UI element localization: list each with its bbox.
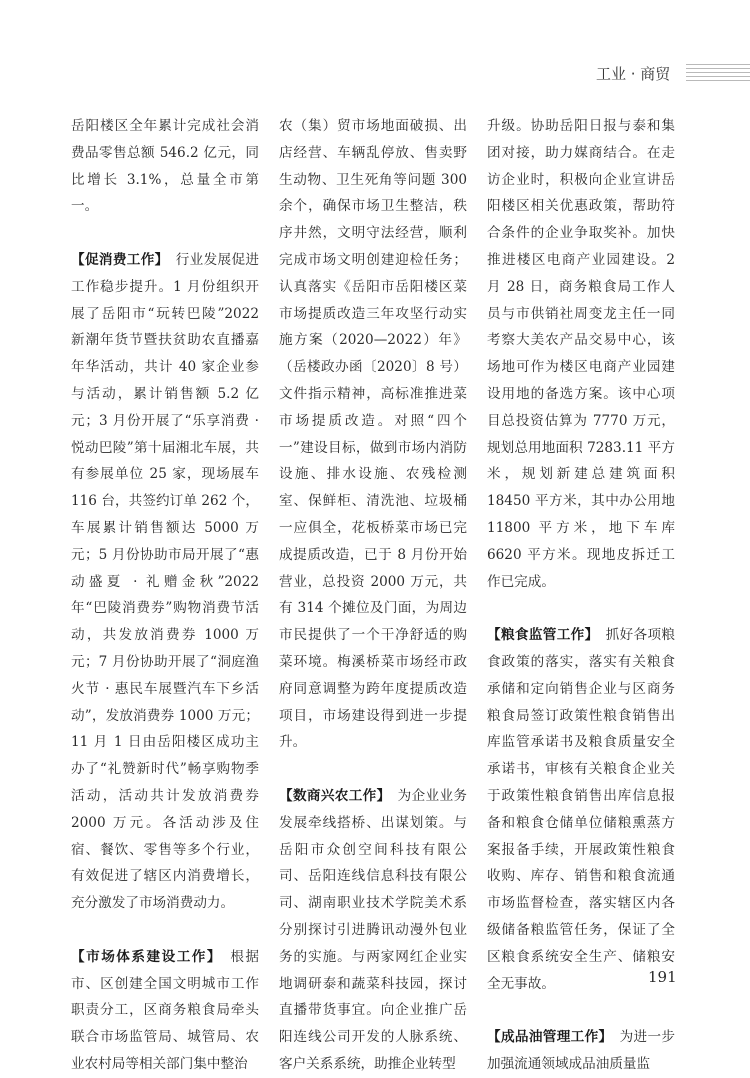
paragraph — [71, 113, 259, 220]
paragraph-text: 行业发展促进工作稳步提升。1 月份组织开展了岳阳市“玩转巴陵”2022 新潮年货节暨扶贫助农直播嘉年华活动，共计 40 家企业参与活动，累计销售额 5.2 亿元；3 月份开展了“乐享消费 · 悦动巴陵”第十届湘北车展，共有参展单位 25 家，现场展车 116 台，共签约订单 262 个，车展累计销售额达 5000 万元；5 月份协助市局开展了“惠动盛夏 · 礼赠金秋”2022 年“巴陵消费券”购物消费节活动，共发放消费券 1000 万元；7 月份协助开展了“洞庭渔火节 · 惠民车展暨汽车下乡活动”，发放消费券 1000 万元；11 月 1 日由岳阳楼区成功主办了“礼赞新时代”畅享购物季活动，活动共计发放消费券 2000 万元。各活动涉及住宿、餐饮、零售等多个行业，有效促进了辖区内消费增长，充分激发了市场消费动力。 — [71, 251, 260, 912]
section-title: 【市场体系建设工作】 — [71, 948, 216, 965]
paragraph — [279, 113, 467, 756]
paragraph-text: 农（集）贸市场地面破损、出店经营、车辆乱停放、售卖野生动物、卫生死角等问题 300 余个，确保市场卫生整洁，秩序井然，文明守法经营，顺利完成市场文明创建迎检任务；认真落实《岳阳市岳阳楼区菜市场提质改造三年攻坚行动实施方案（2020—2022）年》（岳楼政办函〔2020〕8 号）文件指示精神，高标准推进菜市场提质改造。对照“四个一”建设目标，做到市场内消防设施、排水设施、农残检测室、保鲜柜、清洗池、垃圾桶一应俱全，花板桥菜市场已完成提质改造，已于 8 月份开始营业，总投资 2000 万元，共有 314 个摊位及门面，为周边市民提供了一个干净舒适的购菜环境。梅溪桥菜市场经市政府同意调整为跨年度提质改造项目，市场建设得到进一步提升。 — [279, 118, 467, 751]
text-column-2 — [279, 113, 467, 1078]
section-title: 【粮食监管工作】 — [487, 627, 592, 644]
paragraph — [279, 783, 467, 1078]
paragraph-text: 升级。协助岳阳日报与泰和集团对接，助力媒商结合。在走访企业时，积极向企业宣讲岳阳楼区相关优惠政策，帮助符合条件的企业争取奖补。加快推进楼区电商产业园建设。2 月 28 日，商务粮食局工作人员与市供销社周变龙主任一同考察大美农产品交易中心，该场地可作为楼区电商产业园建设用地的备选方案。该中心项目总投资估算为 7770 万元，规划总用地面积 7283.11 平方米，规划新建总建筑面积 18450 平方米，其中办公用地 11800 平方米，地下车库 6620 平方米。现地皮拆迁工作已完成。 — [487, 118, 675, 590]
text-column-1 — [71, 113, 259, 1078]
section-title: 【促消费工作】 — [71, 251, 162, 268]
text-column-3 — [487, 113, 675, 1078]
paragraph — [71, 247, 259, 917]
section-header: 工业 · 商贸 — [596, 65, 671, 83]
paragraph — [487, 622, 675, 997]
paragraph-text: 为企业业务发展牵线搭桥、出谋划策。与岳阳市众创空间科技有限公司、岳阳连线信息科技有限公司、湖南职业技术学院美术系分别探讨引进腾讯动漫外包业务的实施。与两家网红企业实地调研泰和蔬菜科技园，探讨直播带货事宜。向企业推广岳阳连线公司开发的人脉系统、客户关系系统，助推企业转型 — [279, 787, 468, 1072]
paragraph — [71, 944, 259, 1078]
paragraph — [487, 1024, 675, 1078]
section-title: 【成品油管理工作】 — [487, 1029, 606, 1046]
paragraph-text: 抓好各项粮食政策的落实，落实有关粮食承储和定向销售企业与区商务粮食局签订政策性粮食销售出库监管承诺书及粮食质量安全承诺书，审核有关粮食企业关于政策性粮食销售出库信息报备和粮食仓储单位储粮熏蒸方案报备手续，开展政策性粮食收购、库存、销售和粮食流通市场监督检查，落实辖区内各级储备粮监管任务，保证了全区粮食系统安全生产、储粮安全无事故。 — [487, 627, 676, 992]
paragraph-text: 根据市、区创建全国文明城市工作职责分工，区商务粮食局牵头联合市场监管局、城管局、农业农村局等相关部门集中整治 — [71, 948, 260, 1072]
paragraph — [487, 113, 675, 595]
paragraph-text: 岳阳楼区全年累计完成社会消费品零售总额 546.2 亿元，同比增长 3.1%，总量全市第一。 — [71, 118, 259, 215]
paragraph-text: 为进一步加强流通领域成品油质量监 — [487, 1029, 676, 1072]
header-decorative-lines — [686, 64, 750, 84]
section-title: 【数商兴农工作】 — [279, 787, 384, 804]
page-number: 191 — [648, 968, 677, 986]
